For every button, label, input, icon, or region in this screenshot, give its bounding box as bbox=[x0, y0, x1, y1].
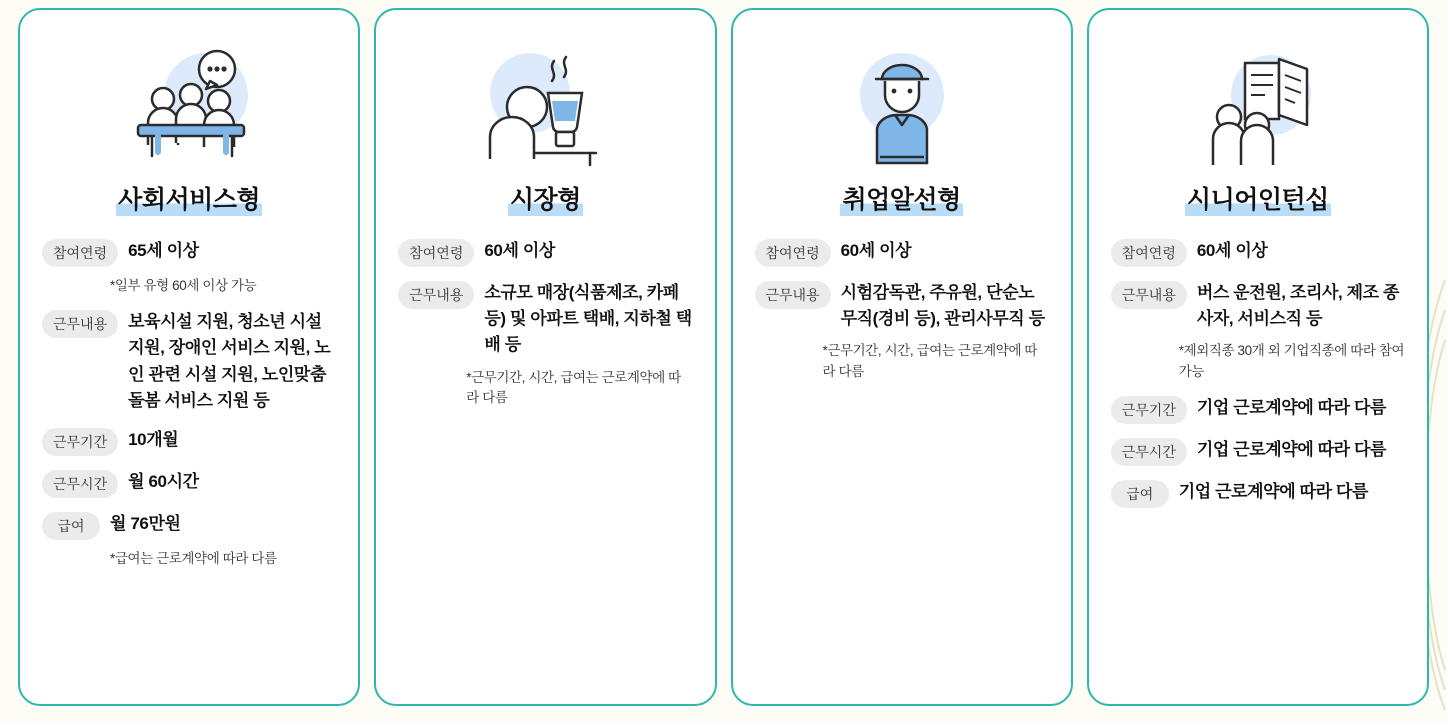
info-row bbox=[398, 280, 692, 359]
card-title: 취업알선형 bbox=[842, 186, 961, 214]
row-value: 월 60시간 bbox=[128, 472, 199, 492]
info-row bbox=[1111, 280, 1405, 333]
card-market-type[interactable] bbox=[374, 8, 716, 706]
info-row bbox=[755, 280, 1049, 333]
row-note: *근무기간, 시간, 급여는 근로계약에 따라 다름 bbox=[822, 343, 1038, 379]
row-value: 기업 근로계약에 따라 다름 bbox=[1196, 397, 1387, 417]
info-row bbox=[755, 238, 1049, 267]
row-label: 근무시간 bbox=[42, 470, 118, 498]
card-title-wrap bbox=[42, 186, 336, 216]
info-note-row bbox=[1111, 337, 1405, 382]
row-value: 소규모 매장(식품제조, 카페 등) 및 아파트 택배, 지하철 택배 등 bbox=[484, 282, 692, 355]
row-note: *근무기간, 시간, 급여는 근로계약에 따라 다름 bbox=[466, 369, 681, 406]
card-title-wrap bbox=[398, 186, 692, 216]
row-value: 60세 이상 bbox=[840, 240, 912, 260]
book-mentoring-icon bbox=[1111, 30, 1405, 180]
row-value: 시험감독관, 주유원, 단순노무직(경비 등), 관리사무직 등 bbox=[840, 282, 1045, 329]
row-value: 기업 근로계약에 따라 다름 bbox=[1196, 439, 1387, 459]
info-row bbox=[42, 238, 336, 267]
row-value: 기업 근로계약에 따라 다름 bbox=[1178, 481, 1368, 501]
row-value: 10개월 bbox=[128, 430, 179, 450]
row-label: 근무기간 bbox=[1111, 396, 1187, 424]
card-social-service[interactable] bbox=[18, 8, 360, 706]
info-row bbox=[42, 427, 336, 456]
card-rows bbox=[755, 238, 1049, 382]
info-row bbox=[42, 511, 336, 540]
row-note: *제외직종 30개 외 기업직종에 따라 참여 가능 bbox=[1178, 343, 1405, 379]
card-job-placement[interactable] bbox=[731, 8, 1073, 706]
card-rows bbox=[398, 238, 692, 409]
info-row bbox=[42, 309, 336, 414]
card-rows bbox=[42, 238, 336, 570]
info-row bbox=[42, 469, 336, 498]
info-row bbox=[1111, 437, 1405, 466]
info-note-row bbox=[42, 272, 336, 296]
card-title-wrap bbox=[1111, 186, 1405, 216]
card-title-wrap bbox=[755, 186, 1049, 216]
row-note: *급여는 근로계약에 따라 다름 bbox=[110, 551, 277, 567]
row-note: *일부 유형 60세 이상 가능 bbox=[110, 277, 257, 293]
info-note-row bbox=[755, 337, 1049, 382]
row-value: 월 76만원 bbox=[110, 514, 181, 534]
worker-uniform-icon bbox=[755, 30, 1049, 180]
info-row bbox=[1111, 479, 1405, 508]
card-list bbox=[0, 8, 1447, 706]
row-label: 근무기간 bbox=[42, 428, 118, 456]
row-label: 참여연령 bbox=[1111, 239, 1187, 267]
row-label: 근무내용 bbox=[1111, 281, 1187, 309]
info-note-row bbox=[42, 545, 336, 569]
row-label: 참여연령 bbox=[398, 239, 474, 267]
row-value: 보육시설 지원, 청소년 시설 지원, 장애인 서비스 지원, 노인 관련 시설 지원, 노인맞춤돌봄 서비스 지원 등 bbox=[128, 312, 331, 411]
info-row bbox=[398, 238, 692, 267]
card-senior-internship[interactable] bbox=[1087, 8, 1429, 706]
row-label: 근무내용 bbox=[398, 281, 474, 309]
row-label: 참여연령 bbox=[755, 239, 831, 267]
card-title: 시장형 bbox=[509, 186, 581, 214]
row-label: 근무내용 bbox=[755, 281, 831, 309]
row-label: 급여 bbox=[42, 512, 100, 540]
senior-meeting-icon bbox=[42, 30, 336, 180]
row-label: 참여연령 bbox=[42, 239, 118, 267]
row-label: 근무시간 bbox=[1111, 438, 1187, 466]
row-label: 근무내용 bbox=[42, 310, 118, 338]
card-title: 시니어인턴십 bbox=[1186, 186, 1329, 214]
row-value: 60세 이상 bbox=[1196, 240, 1268, 260]
info-note-row bbox=[398, 364, 692, 409]
row-value: 버스 운전원, 조리사, 제조 종사자, 서비스직 등 bbox=[1196, 282, 1400, 329]
card-rows bbox=[1111, 238, 1405, 508]
cafe-blender-icon bbox=[398, 30, 692, 180]
card-title: 사회서비스형 bbox=[118, 186, 261, 214]
info-row bbox=[1111, 395, 1405, 424]
row-label: 급여 bbox=[1111, 480, 1169, 508]
info-row bbox=[1111, 238, 1405, 267]
row-value: 65세 이상 bbox=[128, 240, 199, 260]
row-value: 60세 이상 bbox=[484, 240, 555, 260]
